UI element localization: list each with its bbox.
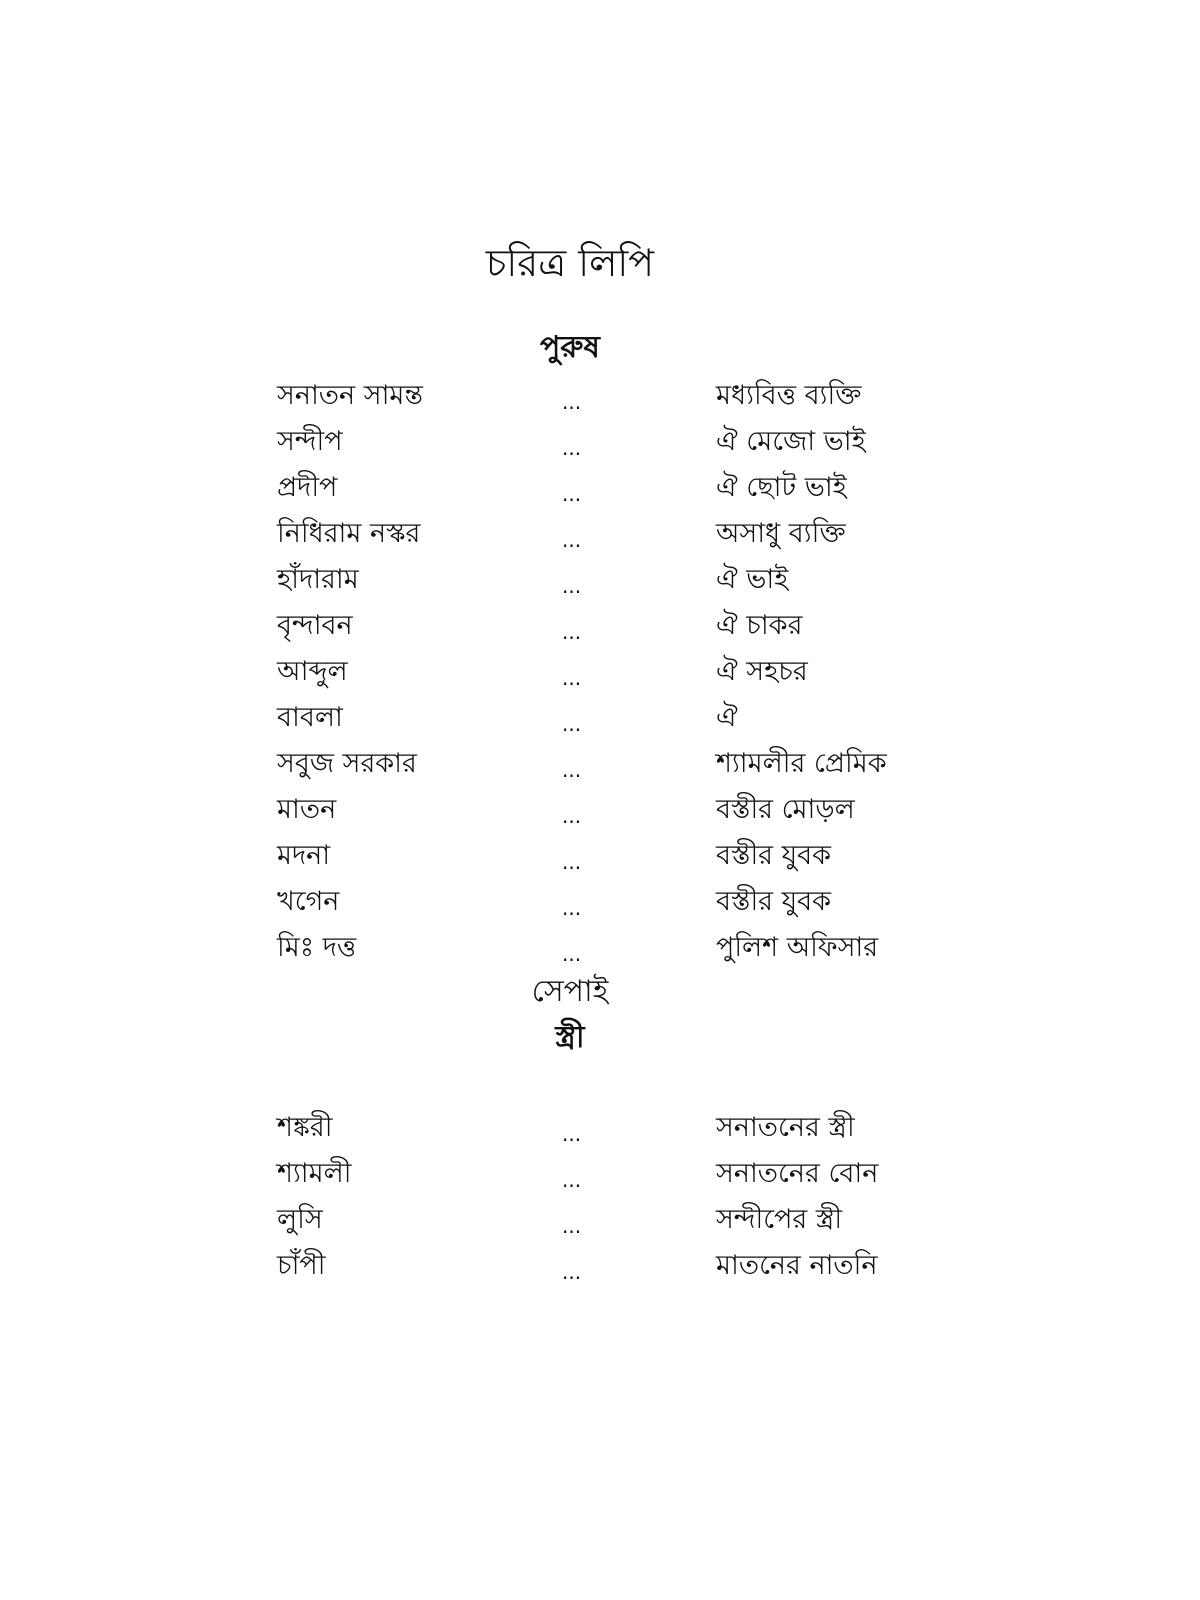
- character-name: প্রদীপ: [277, 472, 338, 503]
- character-role: ঐ মেজো ভাই: [716, 426, 866, 457]
- page-title: চরিত্র লিপি: [485, 241, 655, 285]
- male-cast-list: [0, 373, 1200, 971]
- cast-row: [0, 787, 1200, 833]
- character-role: ঐ চাকর: [716, 610, 803, 641]
- character-name: শঙ্করী: [277, 1112, 333, 1143]
- separator-dots: ...: [562, 712, 582, 736]
- character-role: ঐ ভাই: [716, 564, 789, 595]
- character-name: সন্দীপ: [277, 426, 343, 457]
- cast-row: [0, 419, 1200, 465]
- cast-row: [0, 1151, 1200, 1197]
- character-name: বাবলা: [277, 702, 343, 733]
- character-role: বস্তীর মোড়ল: [716, 794, 855, 825]
- character-name: আব্দুল: [277, 656, 348, 687]
- character-name: শ্যামলী: [277, 1158, 352, 1189]
- separator-dots: ...: [562, 1214, 582, 1238]
- separator-dots: ...: [562, 574, 582, 598]
- character-role: মাতনের নাতনি: [716, 1250, 878, 1281]
- character-role: সনাতনের স্ত্রী: [716, 1112, 855, 1143]
- cast-row: [0, 511, 1200, 557]
- separator-dots: ...: [562, 850, 582, 874]
- separator-dots: ...: [562, 758, 582, 782]
- separator-dots: ...: [562, 528, 582, 552]
- male-section-heading: পুরুষ: [540, 330, 600, 365]
- female-section-heading: স্ত্রী: [555, 1020, 585, 1055]
- separator-dots: ...: [562, 1122, 582, 1146]
- cast-row: [0, 557, 1200, 603]
- character-role: সনাতনের বোন: [716, 1158, 879, 1189]
- cast-row: [0, 649, 1200, 695]
- separator-dots: ...: [562, 804, 582, 828]
- cast-row: [0, 879, 1200, 925]
- character-role: বস্তীর যুবক: [716, 886, 832, 917]
- cast-row: [0, 741, 1200, 787]
- female-cast-list: [0, 1105, 1200, 1289]
- separator-dots: ...: [562, 666, 582, 690]
- character-role: বস্তীর যুবক: [716, 840, 832, 871]
- character-name: খগেন: [277, 886, 340, 917]
- separator-dots: ...: [562, 482, 582, 506]
- cast-row: [0, 833, 1200, 879]
- character-name: বৃন্দাবন: [277, 610, 353, 641]
- character-name: মদনা: [277, 840, 331, 871]
- separator-dots: ...: [562, 1260, 582, 1284]
- character-name: লুসি: [277, 1204, 323, 1235]
- cast-row: [0, 1105, 1200, 1151]
- cast-row: [0, 1197, 1200, 1243]
- character-role: পুলিশ অফিসার: [716, 932, 879, 963]
- character-role: ঐ ছোট ভাই: [716, 472, 847, 503]
- cast-row: [0, 695, 1200, 741]
- cast-row: [0, 603, 1200, 649]
- separator-dots: ...: [562, 896, 582, 920]
- character-name: চাঁপী: [277, 1250, 326, 1281]
- cast-row: [0, 373, 1200, 419]
- character-role: অসাধু ব্যক্তি: [716, 518, 846, 549]
- separator-dots: ...: [562, 436, 582, 460]
- separator-dots: ...: [562, 390, 582, 414]
- character-role: ঐ: [716, 702, 738, 733]
- character-role: শ্যামলীর প্রেমিক: [716, 748, 887, 779]
- character-name: সনাতন সামন্ত: [277, 380, 424, 411]
- character-role: ঐ সহচর: [716, 656, 808, 687]
- separator-dots: ...: [562, 942, 582, 966]
- extra-character-label: সেপাই: [531, 974, 609, 1009]
- character-name: নিধিরাম নস্কর: [277, 518, 421, 549]
- character-name: সবুজ সরকার: [277, 748, 417, 779]
- character-role: সন্দীপের স্ত্রী: [716, 1204, 843, 1235]
- separator-dots: ...: [562, 620, 582, 644]
- cast-row: [0, 465, 1200, 511]
- character-name: হাঁদারাম: [277, 564, 359, 595]
- separator-dots: ...: [562, 1168, 582, 1192]
- character-name: মাতন: [277, 794, 337, 825]
- cast-row: [0, 1243, 1200, 1289]
- character-name: মিঃ দত্ত: [277, 932, 357, 963]
- character-role: মধ্যবিত্ত ব্যক্তি: [716, 380, 862, 411]
- cast-row: [0, 925, 1200, 971]
